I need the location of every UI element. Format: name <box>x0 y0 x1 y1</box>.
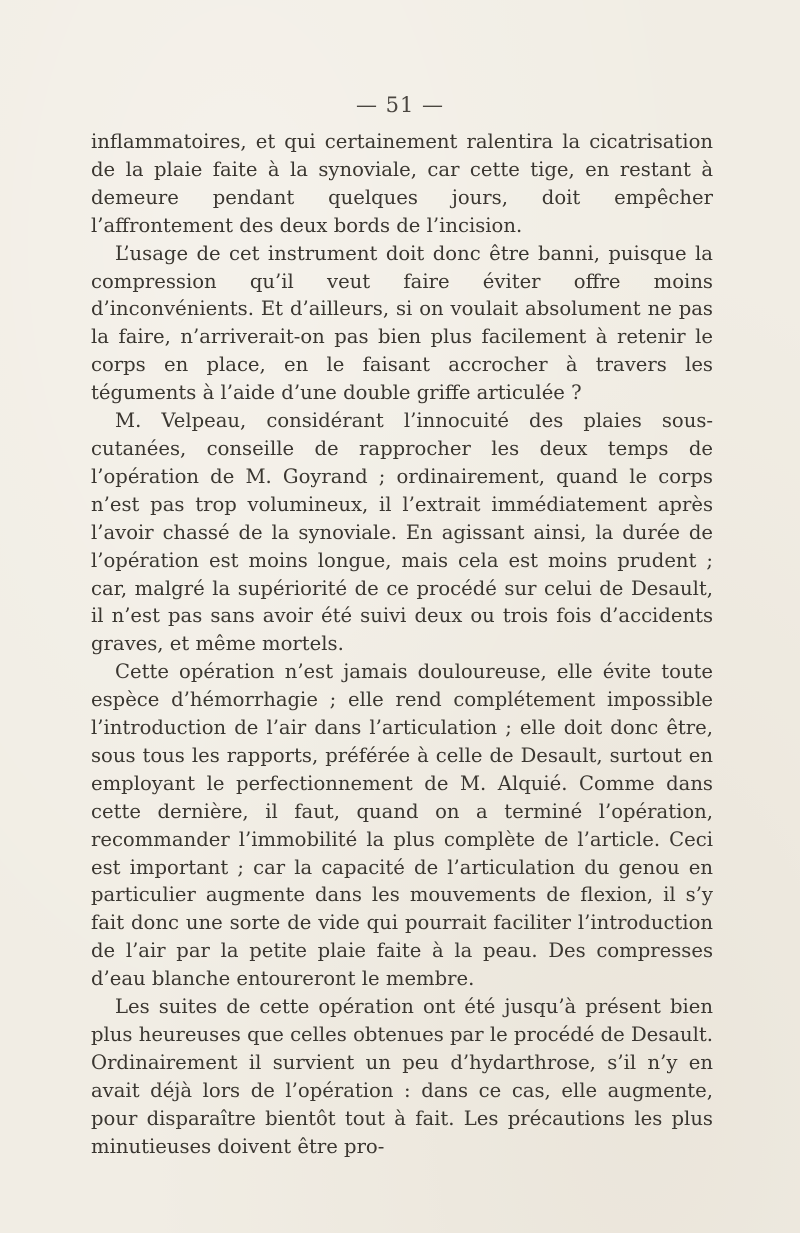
paragraph-instrument-usage: L’usage de cet instrument doit donc être banni, puisque la compression qu’il veut faire éviter offre moins d’inconvénients. Et d’ailleurs, si on voulait absolument ne pas la faire, n’arriverait-on pas bien plus facilement à retenir le corps en place, en le faisant accrocher à travers les téguments à l’aide d’une double griffe articulée ? <box>91 241 713 405</box>
paragraph-continuation: inflammatoires, et qui certainement ralentira la cicatrisation de la plaie faite à la synoviale, car cette tige, en restant à demeure pendant quelques jours, doit empêcher l’affrontement des deux bords de l’incision. <box>91 130 713 237</box>
page-number: — 51 — <box>355 93 445 117</box>
paragraph-velpeau: M. Velpeau, considérant l’innocuité des plaies sous-cutanées, conseille de rapprocher les deux temps de l’opération de M. Goyrand ; ordinairement, quand le corps n’est pas trop volumineux, il l’extrait immédiatement après l’avoir chassé de la synoviale. En agissant ainsi, la durée de l’opération est moins longue, mais cela est moins prudent ; car, malgré la supériorité de ce procédé sur celui de Desault, il n’est pas sans avoir été suivi deux ou trois fois d’accidents graves, et même mortels. <box>91 409 713 656</box>
paragraph-results: Les suites de cette opération ont été jusqu’à présent bien plus heureuses que celles obtenues par le procédé de Desault. Ordinairement il survient un peu d’hydarthrose, s’il n’y en avait déjà lors de l’opération : dans ce cas, elle augmente, pour disparaître bientôt tout à fait. Les précautions les plus minutieuses doivent être pro- <box>91 995 713 1158</box>
paragraph-operation-benefits: Cette opération n’est jamais douloureuse, elle évite toute espèce d’hémorrhagie ; elle rend complétement impossible l’introduction de l’air dans l’articulation ; elle doit donc être, sous tous les rapports, préférée à celle de Desault, surtout en employant le perfectionnement de M. Alquié. Comme dans cette dernière, il faut, quand on a terminé l’opération, recommander l’immobilité la plus complète de l’article. Ceci est important ; car la capacité de l’articulation du genou en particulier augmente dans les mouvements de flexion, il s’y fait donc une sorte de vide qui pourrait faciliter l’introduction de l’air par la petite plaie faite à la peau. Des compresses d’eau blanche entoureront le membre. <box>91 660 713 991</box>
body-text <box>91 128 713 1161</box>
